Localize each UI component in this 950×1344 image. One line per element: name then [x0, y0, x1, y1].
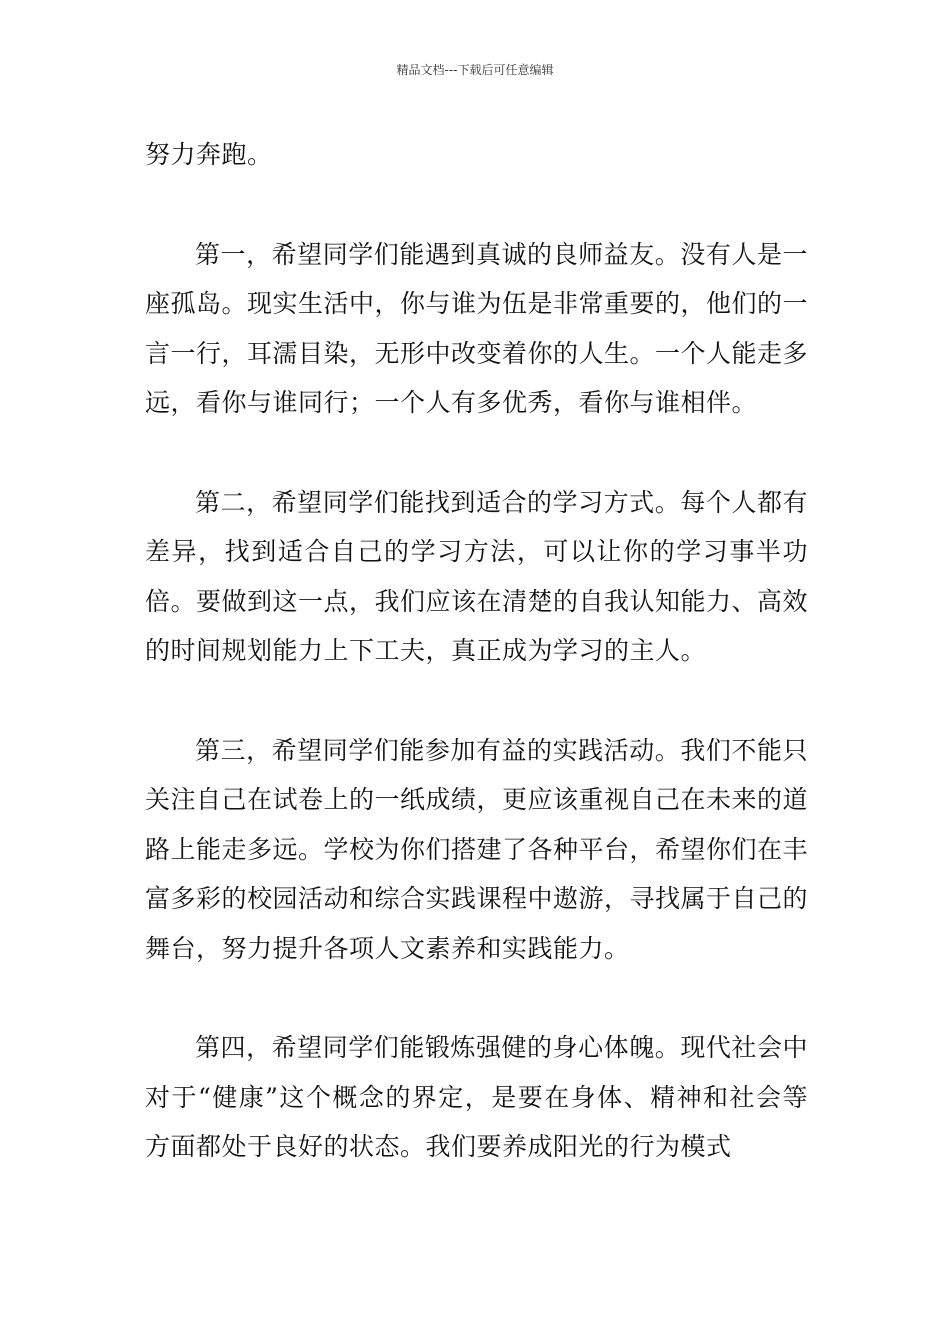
page-header: 精品文档---下载后可任意编辑: [396, 63, 554, 77]
paragraph-second-point: 第二，希望同学们能找到适合的学习方式。每个人都有差异，找到适合自己的学习方法，可以让你的学习事半功倍。要做到这一点，我们应该在清楚的自我认知能力、高效的时间规划能力上下工夫，真正成为学习的主人。: [145, 487, 809, 665]
paragraph-gap: [145, 676, 808, 726]
paragraph-third-point: 第三，希望同学们能参加有益的实践活动。我们不能只关注自己在试卷上的一纸成绩，更应该重视自己在未来的道路上能走多远。学校为你们搭建了各种平台，希望你们在丰富多彩的校园活动和综合实践课程中遨游，寻找属于自己的舞台，努力提升各项人文素养和实践能力。: [145, 735, 809, 963]
paragraph-first-point: 第一，希望同学们能遇到真诚的良师益友。没有人是一座孤岛。现实生活中，你与谁为伍是非常重要的，他们的一言一行，耳濡目染，无形中改变着你的人生。一个人能走多远，看你与谁同行；一个人有多优秀，看你与谁相伴。: [145, 239, 809, 417]
document-body: [145, 130, 808, 1172]
paragraph-fourth-point: 第四，希望同学们能锻炼强健的身心体魄。现代社会中对于“健康”这个概念的界定，是要在身体、精神和社会等方面都处于良好的状态。我们要养成阳光的行为模式: [145, 1033, 808, 1161]
paragraph-gap: [145, 180, 808, 230]
paragraph-continuation: 努力奔跑。: [145, 140, 273, 169]
paragraph-gap: [145, 428, 808, 478]
paragraph-gap: [145, 973, 808, 1023]
